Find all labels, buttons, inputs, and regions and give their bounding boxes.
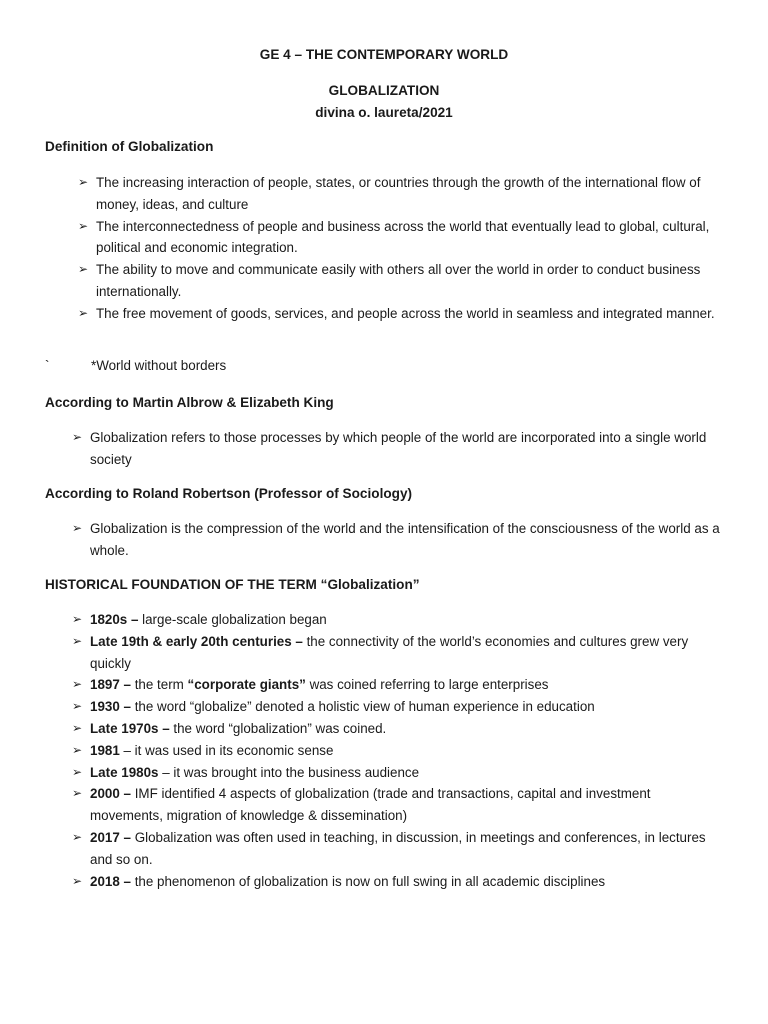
arrowhead-bullet-icon: ➢ xyxy=(77,262,89,277)
world-without-borders-note: *World without borders xyxy=(91,358,227,373)
list-item: ➢ The ability to move and communicate easily with others all over the world in order to conduct business internationally. xyxy=(96,259,726,303)
arrowhead-bullet-icon: ➢ xyxy=(71,677,83,692)
history-heading: HISTORICAL FOUNDATION OF THE TERM “Globalization” xyxy=(45,577,420,592)
arrowhead-bullet-icon: ➢ xyxy=(71,612,83,626)
robertson-list xyxy=(71,518,726,562)
list-item: ➢ 1820s – large-scale globalization began xyxy=(90,609,726,631)
definition-heading: Definition of Globalization xyxy=(45,139,214,154)
arrowhead-bullet-icon: ➢ xyxy=(71,742,83,757)
arrowhead-bullet-icon: ➢ xyxy=(71,829,83,844)
stray-tick-mark: ` xyxy=(45,358,50,373)
list-item: ➢ Late 19th & early 20th centuries – the connectivity of the world’s economies and cultures grew very quickly xyxy=(90,631,726,675)
arrowhead-bullet-icon: ➢ xyxy=(71,720,83,735)
list-item: ➢ Globalization refers to those processes by which people of the world are incorporated into a single world society xyxy=(90,427,726,471)
list-item: ➢ 2000 – IMF identified 4 aspects of globalization (trade and transactions, capital and investment movements, migration of knowledge & dissemination) xyxy=(90,783,726,827)
arrowhead-bullet-icon: ➢ xyxy=(71,786,83,801)
definition-list xyxy=(77,172,726,325)
topic-title: GLOBALIZATION xyxy=(328,83,440,98)
history-list xyxy=(71,609,726,892)
arrowhead-bullet-icon: ➢ xyxy=(71,873,83,888)
list-item: ➢ Globalization is the compression of the world and the intensification of the consciousness of the world as a whole. xyxy=(90,518,726,562)
arrowhead-bullet-icon: ➢ xyxy=(71,521,83,535)
arrowhead-bullet-icon: ➢ xyxy=(71,699,83,714)
robertson-heading: According to Roland Robertson (Professor of Sociology) xyxy=(45,486,413,501)
course-title: GE 4 – THE CONTEMPORARY WORLD xyxy=(259,47,509,62)
arrowhead-bullet-icon: ➢ xyxy=(77,305,89,320)
list-item: ➢ 2017 – Globalization was often used in teaching, in discussion, in meetings and conferences, in lectures and so on. xyxy=(90,827,726,871)
list-item: ➢ 1930 – the word “globalize” denoted a holistic view of human experience in education xyxy=(90,696,726,718)
arrowhead-bullet-icon: ➢ xyxy=(71,764,83,779)
albrow-heading: According to Martin Albrow & Elizabeth King xyxy=(45,395,334,410)
arrowhead-bullet-icon: ➢ xyxy=(77,175,89,189)
arrowhead-bullet-icon: ➢ xyxy=(71,430,83,444)
author-line: divina o. laureta/2021 xyxy=(315,105,453,120)
list-item: ➢ The interconnectedness of people and business across the world that eventually lead to global, cultural, political and economic integration. xyxy=(96,216,726,260)
list-item: ➢ Late 1970s – the word “globalization” was coined. xyxy=(90,718,726,740)
list-item: ➢ 1897 – the term “corporate giants” was coined referring to large enterprises xyxy=(90,674,726,696)
list-item: ➢ The free movement of goods, services, and people across the world in seamless and integrated manner. xyxy=(96,303,726,325)
albrow-list xyxy=(71,427,726,471)
list-item: ➢ 1981 – it was used in its economic sense xyxy=(90,740,726,762)
arrowhead-bullet-icon: ➢ xyxy=(71,633,83,648)
list-item: ➢ The increasing interaction of people, states, or countries through the growth of the international flow of money, ideas, and culture xyxy=(96,172,726,216)
arrowhead-bullet-icon: ➢ xyxy=(77,218,89,233)
list-item: ➢ Late 1980s – it was brought into the business audience xyxy=(90,762,726,784)
list-item: ➢ 2018 – the phenomenon of globalization is now on full swing in all academic disciplines xyxy=(90,871,726,893)
